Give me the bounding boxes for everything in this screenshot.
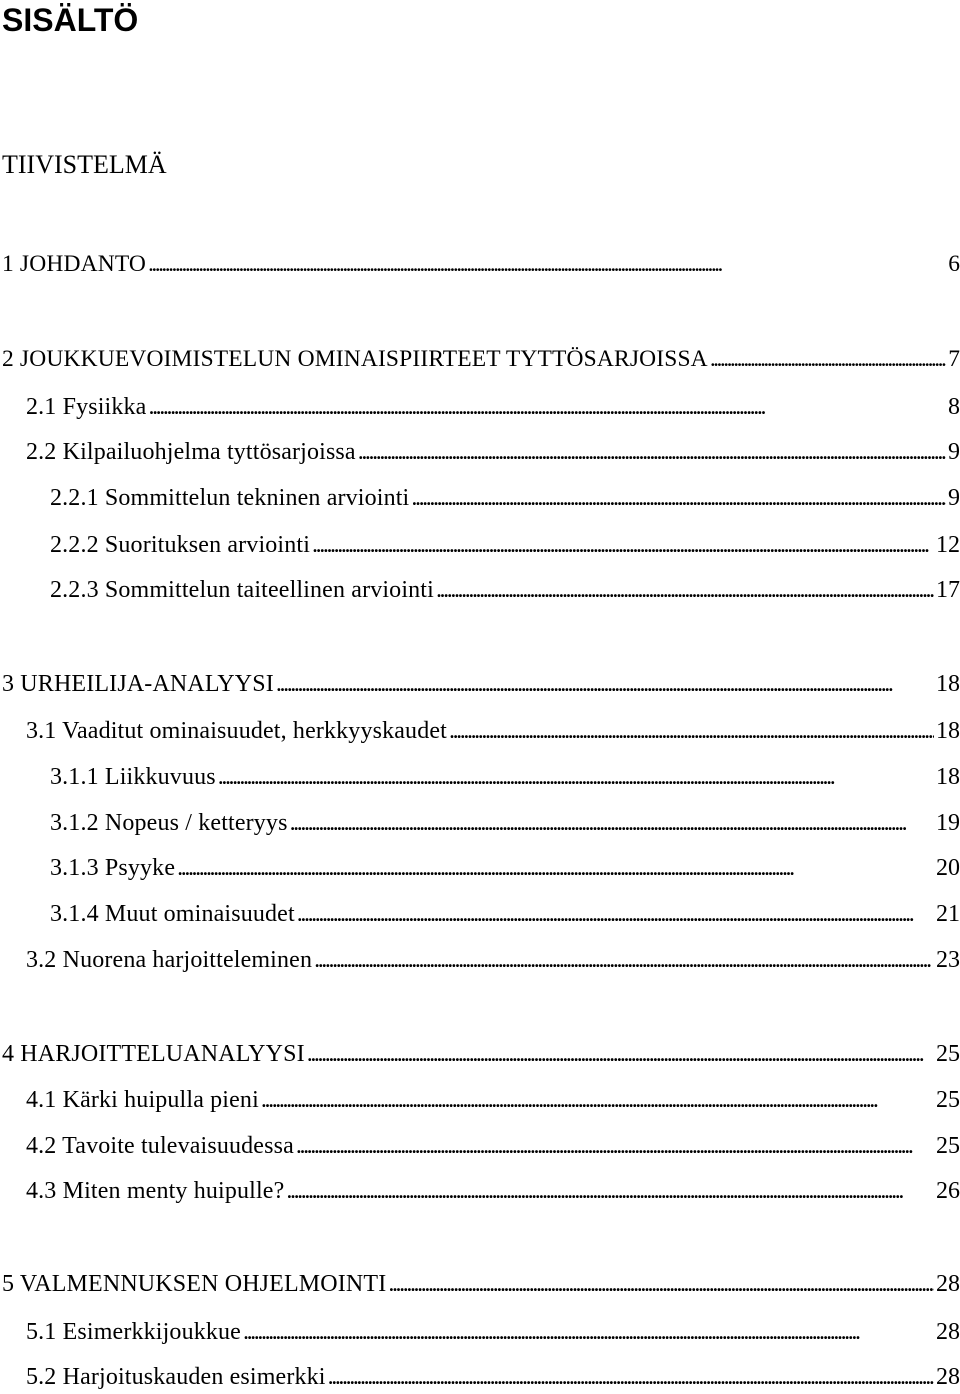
toc-entry-label: 1 JOHDANTO <box>2 251 147 277</box>
dot-leader <box>290 808 934 838</box>
toc-entry-page: 28 <box>936 1364 960 1390</box>
toc-entry-label: 4 HARJOITTELUANALYYSI <box>2 1041 305 1067</box>
dot-leader <box>148 392 946 422</box>
toc-entry-page: 19 <box>936 810 960 836</box>
toc-entry-3[interactable] <box>2 669 960 699</box>
toc-entry-label: 3.1.1 Liikkuvuus <box>50 764 216 790</box>
dot-leader <box>296 1131 934 1161</box>
abstract-heading: TIIVISTELMÄ <box>2 150 167 179</box>
toc-entry-label: 5.1 Esimerkkijoukkue <box>26 1319 241 1345</box>
page-title: SISÄLTÖ <box>2 2 139 38</box>
dot-leader <box>358 437 946 467</box>
toc-entry-label: 3.1.4 Muut ominaisuudet <box>50 901 295 927</box>
toc-entry-2-2-2[interactable] <box>50 530 960 560</box>
dot-leader <box>297 899 934 929</box>
dot-leader <box>286 1176 934 1206</box>
toc-entry-label: 3.1.3 Psyyke <box>50 855 176 881</box>
toc-entry-label: 5.2 Harjoituskauden esimerkki <box>26 1364 326 1390</box>
toc-entry-label: 2.2.3 Sommittelun taiteellinen arviointi <box>50 577 434 603</box>
dot-leader <box>710 344 946 374</box>
toc-entry-page: 18 <box>936 671 960 697</box>
dot-leader <box>148 249 946 279</box>
toc-entry-label: 4.3 Miten menty huipulle? <box>26 1178 285 1204</box>
toc-entry-3-1[interactable] <box>26 716 960 746</box>
toc-entry-label: 2.2 Kilpailuohjelma tyttösarjoissa <box>26 439 356 465</box>
toc-entry-page: 20 <box>936 855 960 881</box>
dot-leader <box>449 716 934 746</box>
toc-entry-2-2-1[interactable] <box>50 483 960 513</box>
toc-entry-3-1-2[interactable] <box>50 808 960 838</box>
toc-entry-page: 26 <box>936 1178 960 1204</box>
toc-entry-page: 23 <box>936 947 960 973</box>
toc-entry-label: 3.1 Vaaditut ominaisuudet, herkkyyskaudet <box>26 718 447 744</box>
toc-entry-4-3[interactable] <box>26 1176 960 1206</box>
toc-entry-3-2[interactable] <box>26 945 960 975</box>
dot-leader <box>307 1039 934 1069</box>
toc-entry-page: 6 <box>948 251 960 277</box>
toc-entry-page: 18 <box>936 718 960 744</box>
toc-entry-label: 2.2.2 Suorituksen arviointi <box>50 532 311 558</box>
toc-entry-3-1-4[interactable] <box>50 899 960 929</box>
toc-entry-page: 21 <box>936 901 960 927</box>
dot-leader <box>177 853 934 883</box>
toc-entry-2-2-3[interactable] <box>50 575 960 605</box>
toc-entry-page: 28 <box>936 1319 960 1345</box>
toc-entry-5[interactable] <box>2 1269 960 1299</box>
toc-entry-page: 25 <box>936 1087 960 1113</box>
toc-entry-label: 2 JOUKKUEVOIMISTELUN OMINAISPIIRTEET TYTTÖSARJOISSA <box>2 346 708 372</box>
dot-leader <box>436 575 934 605</box>
toc-entry-3-1-3[interactable] <box>50 853 960 883</box>
toc-entry-label: 3.2 Nuorena harjoitteleminen <box>26 947 313 973</box>
toc-entry-4[interactable] <box>2 1039 960 1069</box>
dot-leader <box>276 669 934 699</box>
toc-entry-label: 3 URHEILIJA-ANALYYSI <box>2 671 274 697</box>
toc-entry-5-2[interactable] <box>26 1362 960 1392</box>
toc-entry-label: 2.2.1 Sommittelun tekninen arviointi <box>50 485 410 511</box>
toc-entry-2[interactable] <box>2 344 960 374</box>
toc-entry-page: 25 <box>936 1133 960 1159</box>
toc-entry-page: 7 <box>948 346 960 372</box>
dot-leader <box>328 1362 934 1392</box>
toc-entry-page: 8 <box>948 394 960 420</box>
toc-entry-page: 18 <box>936 764 960 790</box>
toc-entry-2-1[interactable] <box>26 392 960 422</box>
toc-entry-label: 4.1 Kärki huipulla pieni <box>26 1087 259 1113</box>
dot-leader <box>388 1269 934 1299</box>
dot-leader <box>218 762 934 792</box>
toc-entry-2-2[interactable] <box>26 437 960 467</box>
dot-leader <box>261 1085 934 1115</box>
toc-entry-label: 3.1.2 Nopeus / ketteryys <box>50 810 288 836</box>
toc-entry-4-2[interactable] <box>26 1131 960 1161</box>
toc-entry-5-1[interactable] <box>26 1317 960 1347</box>
toc-entry-label: 2.1 Fysiikka <box>26 394 147 420</box>
dot-leader <box>312 530 934 560</box>
toc-entry-page: 9 <box>948 439 960 465</box>
toc-entry-label: 5 VALMENNUKSEN OHJELMOINTI <box>2 1271 387 1297</box>
dot-leader <box>314 945 934 975</box>
toc-entry-page: 25 <box>936 1041 960 1067</box>
toc-entry-label: 4.2 Tavoite tulevaisuudessa <box>26 1133 294 1159</box>
toc-entry-4-1[interactable] <box>26 1085 960 1115</box>
dot-leader <box>243 1317 934 1347</box>
toc-entry-page: 17 <box>936 577 960 603</box>
toc-entry-1[interactable] <box>2 249 960 279</box>
toc-entry-3-1-1[interactable] <box>50 762 960 792</box>
toc-entry-page: 9 <box>948 485 960 511</box>
toc-entry-page: 28 <box>936 1271 960 1297</box>
dot-leader <box>411 483 946 513</box>
toc-entry-page: 12 <box>936 532 960 558</box>
